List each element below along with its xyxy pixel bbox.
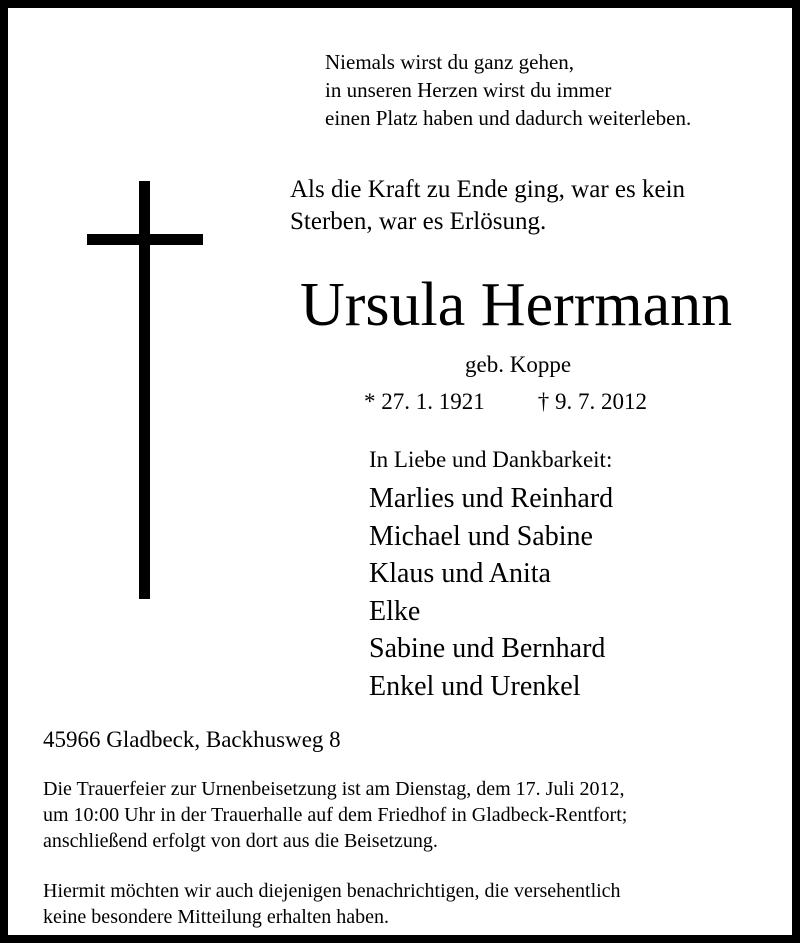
motto-verse bbox=[325, 48, 691, 132]
motto-line: einen Platz haben und dadurch weiterleben. bbox=[325, 106, 692, 130]
funeral-notice bbox=[43, 776, 627, 854]
life-dates bbox=[364, 387, 647, 417]
mourners-intro: In Liebe und Dankbarkeit: bbox=[369, 447, 613, 472]
notice-line: anschließend erfolgt von dort aus die Beisetzung. bbox=[43, 830, 438, 852]
notice-line: Die Trauerfeier zur Urnenbeisetzung ist am Dienstag, dem 17. Juli 2012, bbox=[43, 778, 625, 800]
birth-name: geb. Koppe bbox=[465, 352, 572, 377]
mourner: Elke bbox=[369, 595, 421, 627]
mourners-list bbox=[369, 480, 613, 706]
motto-line: Niemals wirst du ganz gehen, bbox=[325, 50, 575, 74]
deceased-name: Ursula Herrmann bbox=[300, 271, 733, 339]
death-date: † 9. 7. 2012 bbox=[537, 389, 647, 414]
birth-date: * 27. 1. 1921 bbox=[364, 389, 485, 414]
note-line: Hiermit möchten wir auch diejenigen benachrichtigen, die versehentlich bbox=[43, 880, 621, 902]
note-line: keine besondere Mitteilung erhalten haben. bbox=[43, 906, 389, 928]
mourner: Klaus und Anita bbox=[369, 558, 551, 590]
mourner: Enkel und Urenkel bbox=[369, 670, 581, 702]
motto-line: in unseren Herzen wirst du immer bbox=[325, 78, 612, 102]
notice-line: um 10:00 Uhr in der Trauerhalle auf dem Friedhof in Gladbeck-Rentfort; bbox=[43, 804, 628, 826]
mourner: Marlies und Reinhard bbox=[369, 483, 614, 514]
quote-line: Als die Kraft zu Ende ging, war es kein bbox=[290, 176, 686, 203]
cross-icon-bar bbox=[87, 234, 203, 245]
quote bbox=[290, 174, 685, 238]
quote-line: Sterben, war es Erlösung. bbox=[290, 208, 547, 235]
notification-note bbox=[43, 878, 621, 930]
mourner: Michael und Sabine bbox=[369, 520, 593, 552]
address: 45966 Gladbeck, Backhusweg 8 bbox=[43, 727, 341, 752]
mourner: Sabine und Bernhard bbox=[369, 633, 606, 665]
